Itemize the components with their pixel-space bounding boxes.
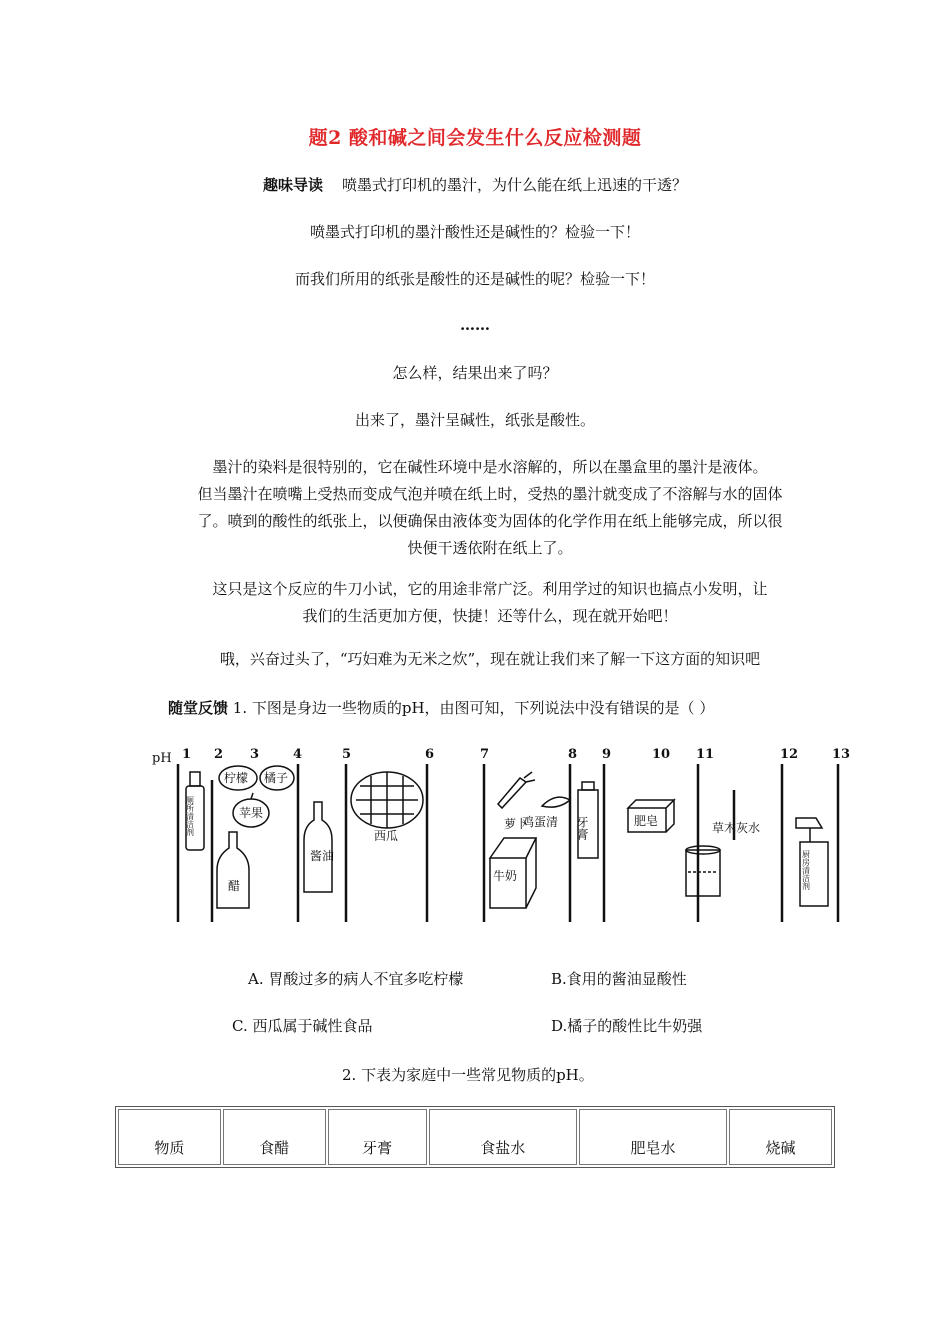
item-label: 萝卜 [504, 817, 529, 831]
item-label: 草木灰水 [712, 821, 761, 835]
ph-table [115, 1106, 835, 1168]
item-label: 鸡蛋清 [522, 815, 559, 829]
toothpaste-icon [575, 782, 598, 858]
ph-number: 7 [480, 747, 490, 762]
intro-line-1 [0, 174, 950, 196]
ph-number: 2 [214, 747, 224, 762]
item-label: 醋 [228, 879, 241, 893]
intro-label: 趣味导读 [262, 176, 323, 194]
soy-sauce-bottle-icon [304, 802, 334, 892]
paragraph-line: 快便干透依附在纸上了。 [407, 539, 573, 557]
paragraph-line: 这只是这个反应的牛刀小试，它的用途非常广泛。利用学过的知识也搞点小发明，让 [212, 580, 768, 598]
ph-number: 6 [425, 747, 435, 762]
intro-ask: 怎么样，结果出来了吗？ [392, 364, 558, 382]
soap-icon [628, 800, 674, 832]
intro-paragraph-3: 哦，兴奋过头了，“巧妇难为无米之炊”，现在就让我们来了解一下这方面的知识吧 [219, 650, 761, 668]
table-header-cell: 食醋 [223, 1109, 326, 1165]
item-label: 苹果 [239, 806, 264, 820]
item-label: 厨房清洁剂 [801, 850, 811, 890]
table-row [118, 1109, 832, 1165]
question-2: 2. 下表为家庭中一些常见物质的pH。 [342, 1066, 594, 1084]
intro-ellipsis: …… [460, 316, 490, 334]
table-header-cell: 牙膏 [328, 1109, 427, 1165]
option-b: B.食用的酱油显酸性 [551, 970, 687, 988]
kitchen-cleaner-spray-icon [796, 818, 828, 906]
ph-label: pH [152, 751, 172, 766]
option-a: A. 胃酸过多的病人不宜多吃柠檬 [248, 970, 464, 988]
question-1 [168, 697, 714, 719]
ph-divider-lines [178, 764, 838, 922]
paragraph-line: 了。喷到的酸性的纸张上，以便确保由液体变为固体的化学作用在纸上能够完成，所以很 [197, 512, 783, 530]
paragraph-line: 但当墨汁在喷嘴上受热而变成气泡并喷在纸上时，受热的墨汁就变成了不溶解与水的固体 [197, 485, 783, 503]
question-1-text: 1. 下图是身边一些物质的pH，由图可知，下列说法中没有错误的是（ ） [232, 699, 715, 717]
item-label: 西瓜 [374, 829, 399, 843]
ph-number: 9 [602, 747, 612, 762]
paragraph-line: 我们的生活更加方便，快捷！还等什么，现在就开始吧！ [302, 607, 678, 625]
item-label: 厕所清洁剂 [185, 796, 195, 836]
ph-number: 4 [293, 747, 303, 762]
ph-number: 13 [832, 747, 851, 762]
option-c: C. 西瓜属于碱性食品 [232, 1017, 373, 1035]
ph-number: 11 [696, 747, 715, 762]
intro-question-2: 喷墨式打印机的墨汁酸性还是碱性的？检验一下！ [309, 223, 640, 241]
ph-number: 3 [250, 747, 260, 762]
item-label: 柠檬 [224, 771, 249, 785]
intro-answer: 出来了，墨汁呈碱性，纸张是酸性。 [354, 411, 595, 429]
item-label: 橘子 [264, 771, 289, 785]
vinegar-bottle-icon [217, 832, 249, 908]
table-header-cell: 食盐水 [429, 1109, 577, 1165]
orange-icon [260, 766, 294, 790]
table-header-cell: 肥皂水 [579, 1109, 727, 1165]
intro-question-1: 喷墨式打印机的墨汁，为什么能在纸上迅速的干透？ [342, 176, 688, 194]
ph-figure [138, 740, 858, 930]
milk-carton-icon [490, 838, 536, 908]
ph-number: 8 [568, 747, 578, 762]
intro-question-3: 而我们所用的纸张是酸性的还是碱性的呢？检验一下！ [294, 270, 655, 288]
watermelon-icon [351, 772, 423, 843]
egg-white-icon [522, 797, 570, 829]
option-d: D.橘子的酸性比牛奶强 [551, 1017, 703, 1035]
intro-paragraph-1 [170, 454, 810, 562]
apple-icon [233, 793, 269, 827]
item-label: 牙膏 [575, 816, 589, 840]
ph-number: 12 [780, 747, 799, 762]
table-header-cell: 烧碱 [729, 1109, 832, 1165]
ph-number: 10 [652, 747, 671, 762]
page-title: 题2 酸和碱之间会发生什么反应检测题 [308, 127, 642, 149]
ph-number: 5 [342, 747, 352, 762]
ph-scale [152, 747, 850, 766]
item-label: 酱油 [310, 849, 335, 863]
lemon-icon [219, 766, 257, 790]
intro-paragraph-2 [170, 576, 810, 630]
item-label: 肥皂 [634, 814, 659, 828]
ph-number: 1 [182, 747, 192, 762]
paragraph-line: 墨汁的染料是很特别的，它在碱性环境中是水溶解的，所以在墨盒里的墨汁是液体。 [212, 458, 768, 476]
table-header-cell: 物质 [118, 1109, 221, 1165]
feedback-label: 随堂反馈 [168, 699, 229, 717]
toilet-cleaner-bottle-icon [186, 772, 205, 850]
item-label: 牛奶 [493, 869, 518, 883]
